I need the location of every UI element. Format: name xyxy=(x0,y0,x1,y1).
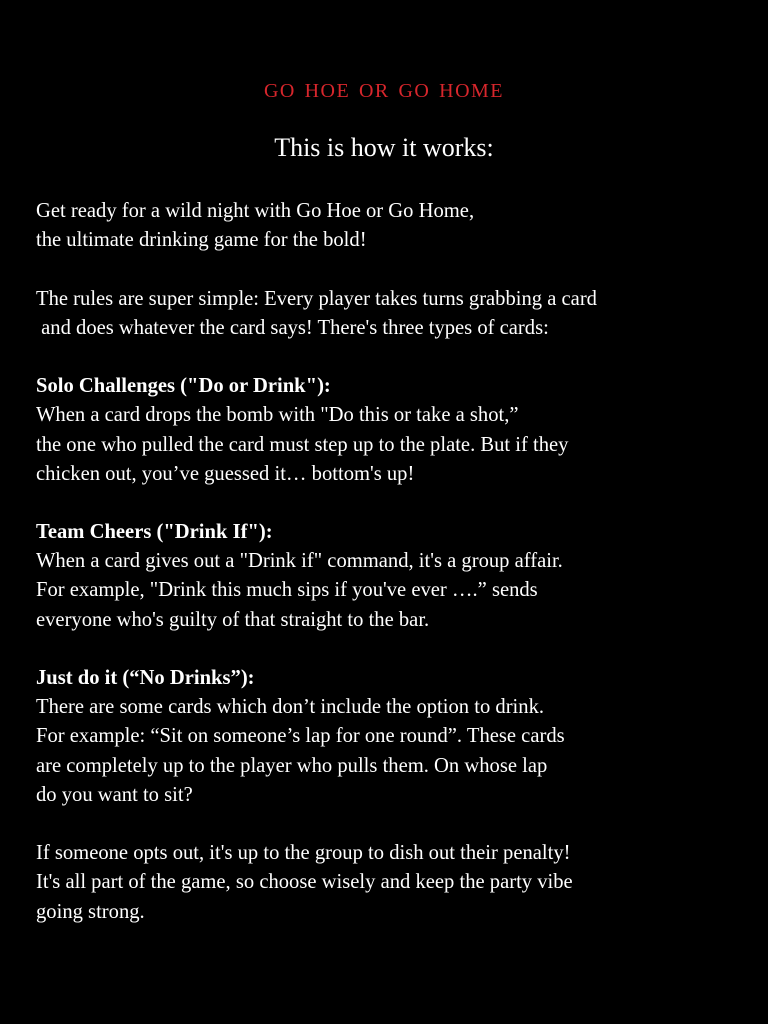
paragraph-line: everyone who's guilty of that straight to the bar. xyxy=(36,608,430,631)
section-heading: Just do it (“No Drinks”): xyxy=(36,667,255,689)
section-heading: Solo Challenges ("Do or Drink"): xyxy=(36,375,331,398)
paragraph-line: going strong. xyxy=(36,900,145,923)
paragraph-line: For example: “Sit on someone’s lap for one round”. These cards xyxy=(36,725,565,748)
paragraph-gap xyxy=(36,635,756,664)
paragraph-line: chicken out, you’ve guessed it… bottom's up! xyxy=(36,462,415,485)
paragraph-gap xyxy=(36,343,756,372)
intro-paragraph xyxy=(36,197,756,255)
page-title: go hoe or go home xyxy=(263,72,505,104)
paragraph-line: When a card gives out a "Drink if" command, it's a group affair. xyxy=(36,550,563,573)
team-cheers-section xyxy=(36,518,756,635)
paragraph-gap xyxy=(36,255,756,284)
paragraph-line: There are some cards which don’t include the option to drink. xyxy=(36,696,545,719)
just-do-it-section xyxy=(36,664,756,810)
paragraph-line: do you want to sit? xyxy=(36,783,193,806)
paragraph-line: If someone opts out, it's up to the group to dish out their penalty! xyxy=(36,842,571,865)
penalty-paragraph xyxy=(36,839,756,927)
paragraph-line: It's all part of the game, so choose wisely and keep the party vibe xyxy=(36,871,573,894)
paragraph-gap xyxy=(36,810,756,839)
rules-body xyxy=(36,197,756,927)
paragraph-line: the one who pulled the card must step up to the plate. But if they xyxy=(36,433,569,456)
rules-paragraph xyxy=(36,285,756,343)
paragraph-line: When a card drops the bomb with "Do this or take a shot,” xyxy=(36,404,519,427)
paragraph-line: the ultimate drinking game for the bold! xyxy=(36,229,367,252)
paragraph-gap xyxy=(36,489,756,518)
solo-challenges-section xyxy=(36,372,756,489)
paragraph-line: and does whatever the card says! There's three types of cards: xyxy=(36,316,549,339)
paragraph-line: For example, "Drink this much sips if you've ever ….” sends xyxy=(36,579,538,602)
page-subtitle: This is how it works: xyxy=(274,133,494,162)
paragraph-line: are completely up to the player who pulls them. On whose lap xyxy=(36,754,548,777)
paragraph-line: Get ready for a wild night with Go Hoe or Go Home, xyxy=(36,200,475,222)
paragraph-line: The rules are super simple: Every player takes turns grabbing a card xyxy=(36,287,597,310)
section-heading: Team Cheers ("Drink If"): xyxy=(36,521,273,544)
